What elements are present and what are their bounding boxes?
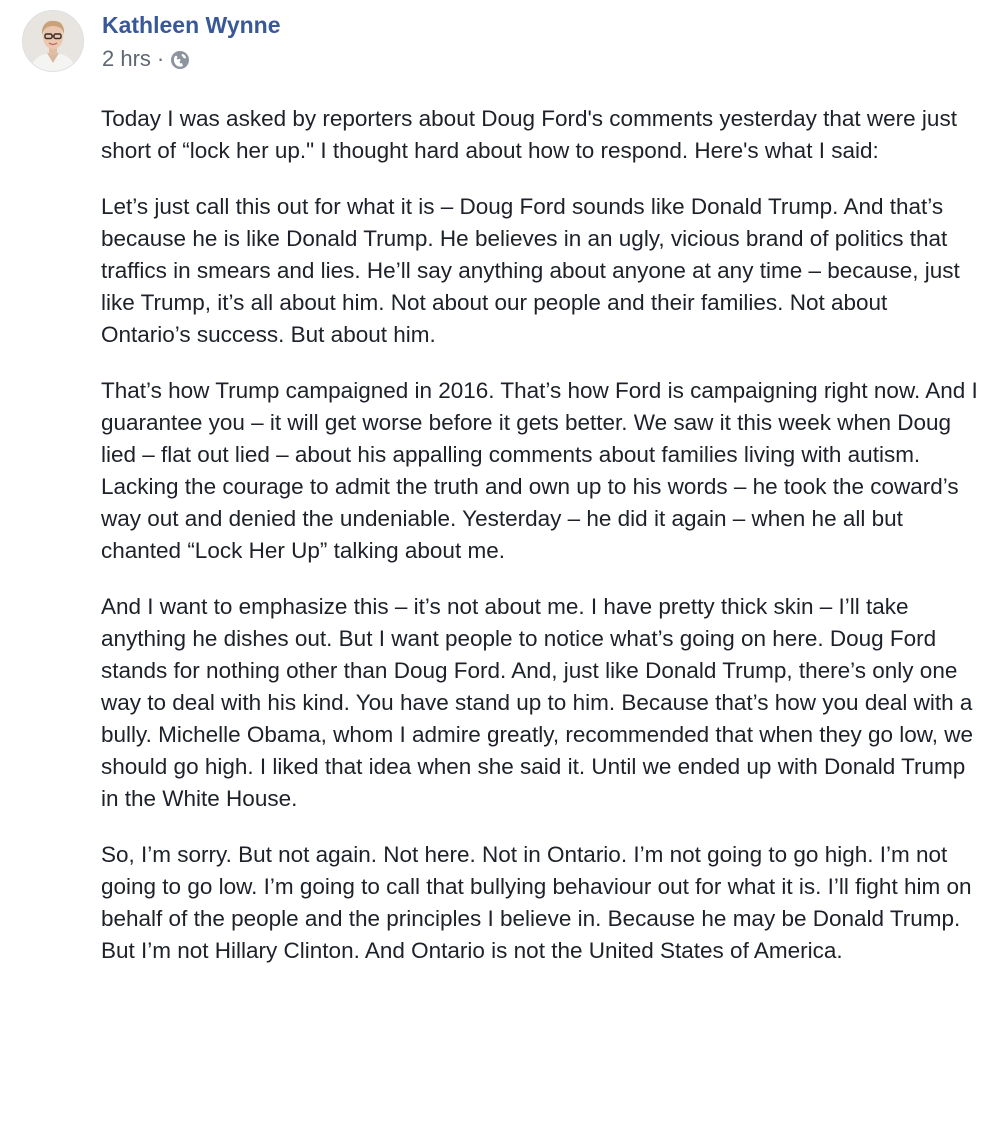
avatar[interactable]	[22, 10, 84, 72]
avatar-photo-icon	[23, 11, 83, 71]
post-paragraph: Let’s just call this out for what it is – Doug Ford sounds like Donald Trump. And that’s because he is like Donald Trump. He believes in an ugly, vicious brand of politics that traffics in smears and lies. He’ll say anything about anyone at any time – because, just like Trump, it’s all about him. Not about our people and their families. Not about Ontario’s success. But about him.	[101, 194, 960, 347]
post-timestamp[interactable]: 2 hrs	[102, 46, 151, 71]
author-name-link[interactable]: Kathleen Wynne	[102, 12, 281, 38]
globe-icon[interactable]	[170, 50, 190, 70]
post-paragraph: Today I was asked by reporters about Doug Ford's comments yesterday that were just short of “lock her up." I thought hard about how to respond. Here's what I said:	[101, 106, 957, 163]
post-body	[101, 103, 981, 991]
post-meta	[102, 46, 190, 72]
post-paragraph: So, I’m sorry. But not again. Not here. Not in Ontario. I’m not going to go high. I’m not going to go low. I’m going to call that bullying behaviour out for what it is. I’ll fight him on behalf of the people and the principles I believe in. Because he may be Donald Trump. But I’m not Hillary Clinton. And Ontario is not the United States of America.	[101, 842, 972, 963]
post-paragraph: And I want to emphasize this – it’s not about me. I have pretty thick skin – I’ll take anything he dishes out. But I want people to notice what’s going on here. Doug Ford stands for nothing other than Doug Ford. And, just like Donald Trump, there’s only one way to deal with his kind. You have stand up to him. Because that’s how you deal with a bully. Michelle Obama, whom I admire greatly, recommended that when they go low, we should go high. I liked that idea when she said it. Until we ended up with Donald Trump in the White House.	[101, 594, 974, 811]
post-paragraph: That’s how Trump campaigned in 2016. That’s how Ford is campaigning right now. And I guarantee you – it will get worse before it gets better. We saw it this week when Doug lied – flat out lied – about his appalling comments about families living with autism. Lacking the courage to admit the truth and own up to his words – he took the coward’s way out and denied the undeniable. Yesterday – he did it again – when he all but chanted “Lock Her Up” talking about me.	[101, 378, 978, 563]
post-header	[22, 10, 922, 80]
meta-separator: ·	[156, 46, 165, 71]
